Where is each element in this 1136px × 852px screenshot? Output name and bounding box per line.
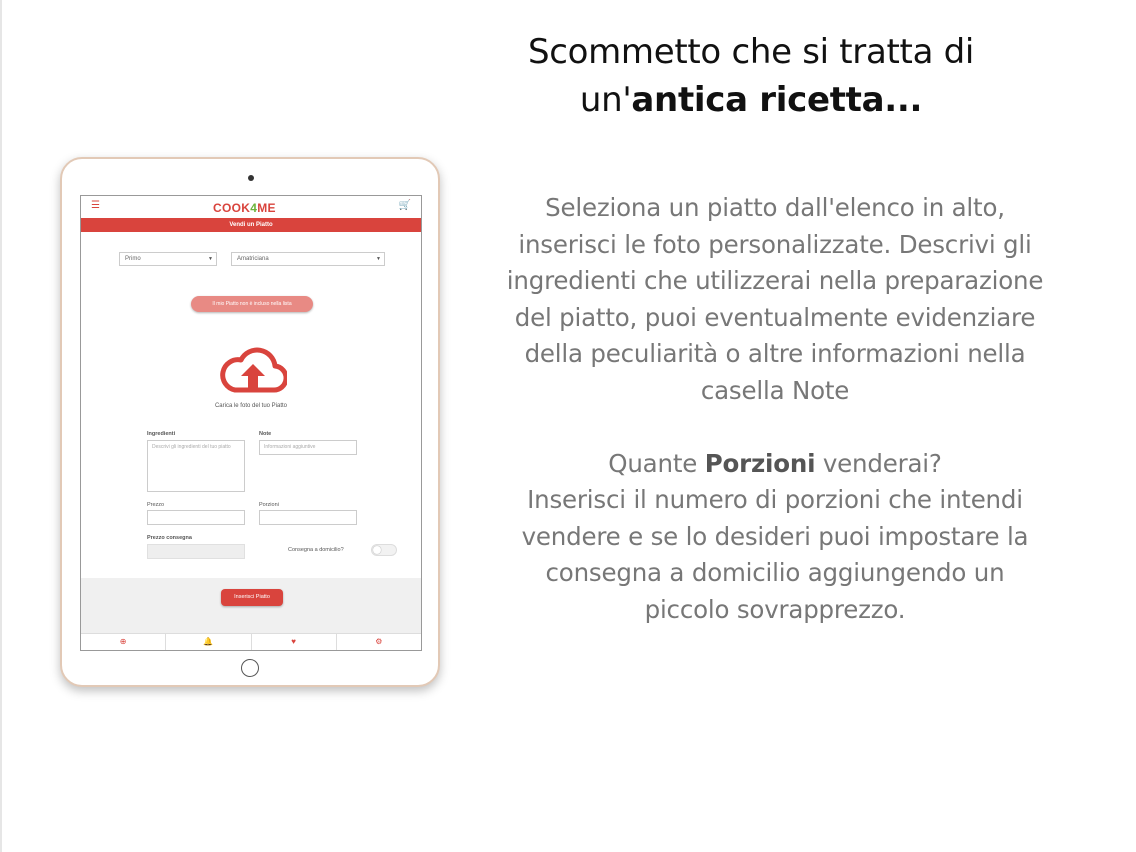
app-header xyxy=(81,196,421,218)
headline xyxy=(446,28,1056,124)
delivery-price-field[interactable] xyxy=(147,544,245,559)
delivery-price-label: Prezzo consegna xyxy=(147,535,192,541)
ingredients-textarea[interactable]: Descrivi gli ingredienti del tuo piatto xyxy=(147,440,245,492)
price-field[interactable] xyxy=(147,510,245,525)
app-logo: COOK4ME xyxy=(213,201,276,215)
app-screen xyxy=(80,195,422,651)
camera-dot xyxy=(248,175,254,181)
home-button[interactable] xyxy=(241,659,259,677)
page-title: Vendi un Piatto xyxy=(81,218,421,232)
not-in-list-button[interactable]: Il mio Piatto non è incluso nella lista xyxy=(191,296,313,312)
tab-bell-icon[interactable]: 🔔 xyxy=(166,634,251,650)
portions-label: Porzioni xyxy=(259,502,279,508)
price-label: Prezzo xyxy=(147,502,165,508)
home-delivery-label: Consegna a domicilio? xyxy=(288,547,344,553)
description xyxy=(500,190,1050,629)
footer-area xyxy=(81,578,421,638)
headline-bold: antica ricetta... xyxy=(631,80,923,120)
porzioni-question-pre: Quante xyxy=(608,448,705,478)
description-paragraph-2 xyxy=(500,446,1050,483)
description-paragraph-3: Inserisci il numero di porzioni che intendi vendere e se lo desideri puoi impostare la consegna a domicilio aggiungendo un piccolo sovrapprezzo. xyxy=(521,485,1029,624)
tab-heart-icon[interactable]: ♥ xyxy=(252,634,337,650)
upload-caption: Carica le foto del tuo Piatto xyxy=(214,403,288,409)
chevron-down-icon: ▼ xyxy=(208,256,213,262)
portions-field[interactable] xyxy=(259,510,357,525)
insert-dish-button[interactable]: Inserisci Piatto xyxy=(221,589,283,606)
cloud-upload-icon[interactable] xyxy=(219,346,287,394)
ingredients-label: Ingredienti xyxy=(147,431,176,437)
tab-add-icon[interactable]: ⊕ xyxy=(81,634,166,650)
home-delivery-toggle[interactable] xyxy=(371,544,397,556)
dish-select[interactable]: Amatriciana ▼ xyxy=(231,252,385,266)
headline-text: Scommetto che si tratta di un' xyxy=(527,32,975,120)
porzioni-bold: Porzioni xyxy=(704,448,816,478)
category-select[interactable]: Primo ▼ xyxy=(119,252,217,266)
description-paragraph-1: Seleziona un piatto dall'elenco in alto, inserisci le foto personalizzate. Descrivi gli ingredienti che utilizzerai nella preparazione del piatto, puoi eventualmente evidenziare della peculiarità o altre informazioni nella casella Note xyxy=(506,193,1044,405)
bottom-tab-bar xyxy=(81,633,421,650)
tab-gear-icon[interactable]: ⚙ xyxy=(375,637,383,646)
tablet-mockup xyxy=(60,157,440,687)
notes-field[interactable]: Informazioni aggiuntive xyxy=(259,440,357,455)
menu-icon[interactable]: ☰ xyxy=(91,200,100,211)
porzioni-question-post: venderai? xyxy=(815,448,942,478)
left-border xyxy=(0,0,2,852)
chevron-down-icon: ▼ xyxy=(376,256,381,262)
cart-icon[interactable]: 🛒 xyxy=(398,200,411,211)
notes-label: Note xyxy=(259,431,272,437)
